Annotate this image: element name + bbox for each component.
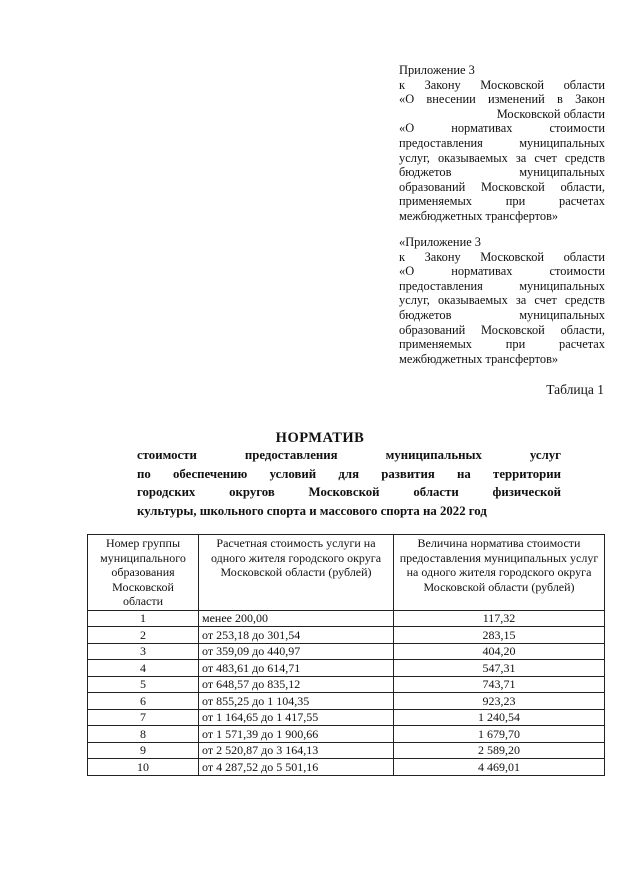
table-row [88, 676, 605, 693]
cell-norm-value: 923,23 [394, 693, 605, 710]
cell-group-number: 7 [88, 709, 199, 726]
annex-current-line: межбюджетных трансфертов» [399, 208, 559, 223]
cell-group-number: 8 [88, 726, 199, 743]
annex-original-line: предоставления муниципальных [399, 278, 605, 293]
cell-norm-value: 743,71 [394, 676, 605, 693]
document-title: НОРМАТИВ [275, 430, 365, 446]
annex-current-block [399, 63, 605, 224]
cell-norm-value: 1 240,54 [394, 709, 605, 726]
cell-estimated-cost: от 359,09 до 440,97 [199, 643, 394, 660]
annex-current-line: услуг, оказываемых за счет средств [399, 150, 605, 165]
table-row [88, 726, 605, 743]
table-row [88, 660, 605, 677]
cell-estimated-cost: от 253,18 до 301,54 [199, 627, 394, 644]
table-row [88, 759, 605, 776]
table-row [88, 627, 605, 644]
header-group-number: Номер группы муниципального образования Московской области [88, 535, 199, 611]
cell-estimated-cost: от 1 571,39 до 1 900,66 [199, 726, 394, 743]
cell-norm-value: 1 679,70 [394, 726, 605, 743]
cell-group-number: 5 [88, 676, 199, 693]
annex-current-line: образований Московской области, [399, 179, 605, 194]
cell-norm-value: 4 469,01 [394, 759, 605, 776]
cell-norm-value: 283,15 [394, 627, 605, 644]
table-row [88, 742, 605, 759]
header-norm-value: Величина норматива стоимости предоставления муниципальных услуг на одного жителя городского округа Московской области (рублей) [394, 535, 605, 611]
annex-current-line: применяемых при расчетах [399, 194, 605, 209]
subtitle-line: городских округов Московской области физической [137, 485, 561, 499]
table-row [88, 693, 605, 710]
cell-group-number: 3 [88, 643, 199, 660]
table-label: Таблица 1 [546, 382, 604, 397]
table-row [88, 610, 605, 627]
cell-estimated-cost: от 648,57 до 835,12 [199, 676, 394, 693]
header-estimated-cost: Расчетная стоимость услуги на одного жителя городского округа Московской области (рублей) [199, 535, 394, 611]
table-body [88, 610, 605, 775]
cell-norm-value: 547,31 [394, 660, 605, 677]
subtitle-line: культуры, школьного спорта и массового спорта на 2022 год [137, 503, 487, 518]
cell-estimated-cost: от 4 287,52 до 5 501,16 [199, 759, 394, 776]
cell-estimated-cost: от 855,25 до 1 104,35 [199, 693, 394, 710]
table-row [88, 643, 605, 660]
cell-group-number: 10 [88, 759, 199, 776]
annex-current-line: бюджетов муниципальных [399, 165, 605, 180]
cell-estimated-cost: от 483,61 до 614,71 [199, 660, 394, 677]
annex-current-line: «О нормативах стоимости [399, 121, 605, 136]
annex-original-line: межбюджетных трансфертов» [399, 351, 559, 366]
cell-estimated-cost: менее 200,00 [199, 610, 394, 627]
annex-original-line: «О нормативах стоимости [399, 264, 605, 279]
table-header-row [88, 535, 605, 611]
cell-group-number: 1 [88, 610, 199, 627]
cell-group-number: 6 [88, 693, 199, 710]
cell-group-number: 2 [88, 627, 199, 644]
cell-norm-value: 2 589,20 [394, 742, 605, 759]
annex-original-line: «Приложение 3 [399, 235, 481, 249]
annex-original-line: бюджетов муниципальных [399, 307, 605, 322]
subtitle-line: стоимости предоставления муниципальных услуг [137, 448, 561, 462]
cell-estimated-cost: от 2 520,87 до 3 164,13 [199, 742, 394, 759]
annex-original-line: услуг, оказываемых за счет средств [399, 293, 605, 308]
annex-original-line: применяемых при расчетах [399, 337, 605, 352]
annex-current-line: к Закону Московской области [399, 77, 605, 92]
annex-original-line: образований Московской области, [399, 322, 605, 337]
annex-current-line: «О внесении изменений в Закон [399, 92, 605, 107]
cell-estimated-cost: от 1 164,65 до 1 417,55 [199, 709, 394, 726]
annex-current-line: Московской области [496, 106, 605, 121]
annex-original-block [399, 235, 605, 366]
cell-norm-value: 117,32 [394, 610, 605, 627]
annex-current-line: Приложение 3 [399, 63, 475, 77]
cell-group-number: 9 [88, 742, 199, 759]
subtitle-line: по обеспечению условий для развития на территории [137, 466, 561, 481]
document-subtitle [137, 446, 561, 520]
annex-original-line: к Закону Московской области [399, 249, 605, 264]
cell-group-number: 4 [88, 660, 199, 677]
norms-table [87, 534, 605, 776]
annex-current-line: предоставления муниципальных [399, 135, 605, 150]
table-row [88, 709, 605, 726]
cell-norm-value: 404,20 [394, 643, 605, 660]
